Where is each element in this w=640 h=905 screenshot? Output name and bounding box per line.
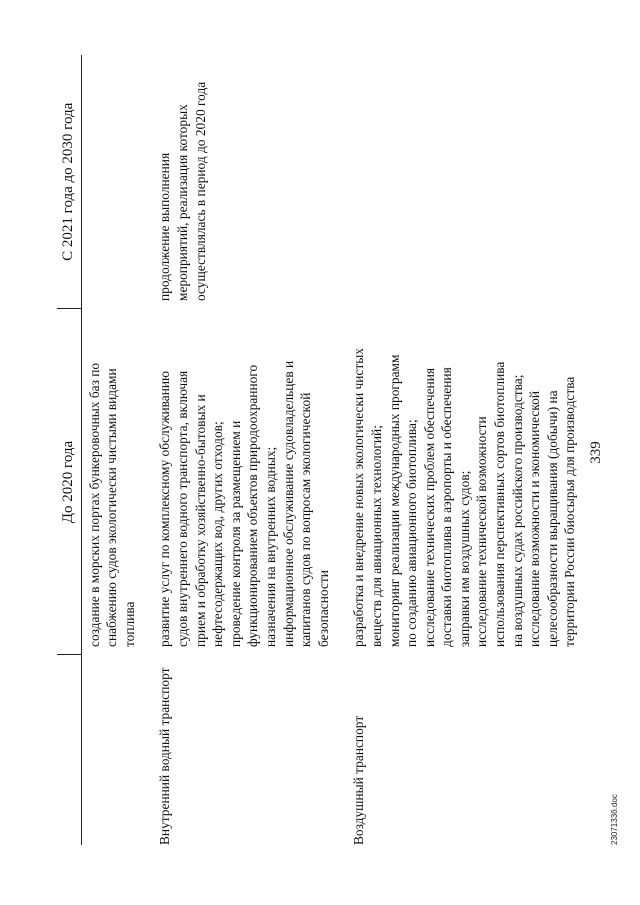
text-line: продолжение выполнения [157, 152, 173, 301]
text-line: доставки биотоплива в аэропорты и обеспечения [439, 367, 455, 647]
text-line: использования перспективных сортов биотоплива [492, 361, 508, 647]
text-line: мероприятий, реализация которых [174, 104, 190, 301]
text-line: судов внутреннего водного транспорта, включая [174, 370, 190, 647]
text-line: информационное обслуживание судовладельцев и [280, 360, 296, 647]
text-line: территории России биосырья для производства [562, 376, 578, 647]
text-line: мониторинг реализации международных программ [386, 354, 402, 647]
text-line: безопасности [315, 570, 331, 647]
text-line: создание в морских портах бункеровочных баз по [86, 362, 102, 647]
text-line: прием и обработку хозяйственно-бытовых и [192, 394, 208, 647]
row-measures-2021-2030 [346, 55, 583, 309]
text-line: целесообразности выращивания (добычи) на [544, 390, 560, 647]
text-line: осуществлялась в период до 2020 года [192, 81, 208, 301]
header-2021-2030: С 2021 года до 2030 года [57, 55, 81, 309]
text-line: функционированием объектов природоохранного [245, 364, 261, 647]
row-measures-2021-2030 [81, 55, 142, 309]
row-category: Воздушный транспорт [351, 715, 367, 845]
text-line: исследование возможности и экономической [527, 390, 543, 647]
header-category [57, 655, 81, 845]
table-header-row [57, 55, 81, 845]
table-row [152, 55, 336, 845]
row-measures-until-2020 [152, 309, 336, 655]
text-line: по созданию авиационного биотоплива; [404, 419, 420, 647]
text-line: исследование технических проблем обеспечения [421, 367, 437, 647]
text-line: нефтесодержащих вод, других отходов; [210, 421, 226, 647]
text-line: проведение контроля за размещением и [227, 420, 243, 647]
text-line: назначения на внутренних водных; [262, 446, 278, 647]
text-line: разработка и внедрение новых экологически чистых [351, 348, 367, 647]
row-category: Внутренний водный транспорт [157, 667, 173, 845]
text-line: капитанов судов по вопросам экологической [298, 392, 314, 647]
text-line: исследование технической возможности [474, 416, 490, 647]
text-line: топлива [121, 601, 137, 647]
text-line: веществ для авиационных технологий; [368, 425, 384, 647]
header-until-2020: До 2020 года [57, 309, 81, 655]
table-row [81, 55, 142, 845]
row-category [81, 655, 142, 845]
row-measures-until-2020 [81, 309, 142, 655]
text-line: заправки им воздушных судов; [456, 470, 472, 647]
page-number: 339 [588, 441, 604, 464]
table-row [346, 55, 583, 845]
row-measures-2021-2030 [152, 55, 336, 309]
text-line: на воздушных судах российского производства; [509, 374, 525, 647]
row-measures-until-2020 [346, 309, 583, 655]
text-line: развитие услуг по комплексному обслуживанию [157, 370, 173, 647]
document-footer-code: 2307133б.doc [610, 794, 619, 845]
measures-table [57, 55, 583, 845]
text-line: снабжению судов экологически чистыми видами [104, 368, 120, 647]
